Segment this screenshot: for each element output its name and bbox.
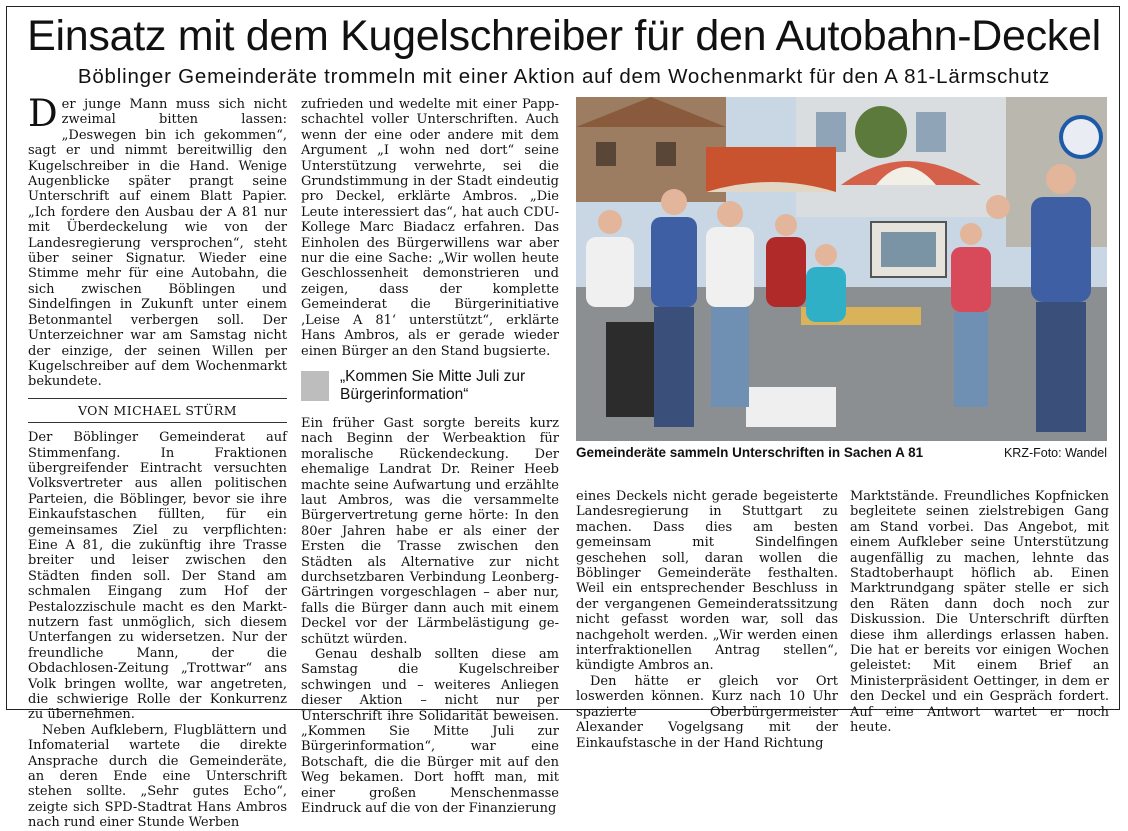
market-scene-image: [576, 97, 1107, 441]
headline: Einsatz mit dem Kugelschreiber für den Autobahn-Deckel: [27, 12, 1101, 60]
photo-credit: KRZ-Foto: Wandel: [1003, 446, 1107, 460]
article-column-4: [850, 489, 1109, 736]
paragraph-4-end: eines Deckels nicht gerade begeisterte Landesregierung in Stuttgart zu machen. Dass dies am besten gemeinsam mit Sindelfingen geschehen soll, daran wollen die Böblinger Gemeinderäte festhalten. Weil ein entsprechender Beschluss in der vergangenen Gemeinderatssitzung nicht gefasst worden war, soll das nachgeholt werden. „Wir werden einen interfraktionellen Antrag stellen“, kündigte Ambros an.: [576, 489, 838, 674]
crosshead-text: „Kommen Sie Mitte Juli zur Bürgerinformation“: [340, 367, 526, 403]
intro-text: er junge Mann muss sich nicht zweimal bitten lassen: „Deswegen bin ich gekommen“, sagt er und nimmt bereitwillig den Kugelschreiber in die Hand. Wenige Augenblicke später prangt seine Unterschrift auf einem Blatt Papier. „Ich fordere den Ausbau der A 81 nur mit Überdeckelung wie von der Landesregierung versprochen“, steht über seiner Signatur. Wieder eine Stimme mehr für eine Autobahn, die sich zwischen Böblingen und Sindelfingen in Zukunft unter einem Betonmantel verbergen soll. Der Unterzeichner war am Samstag nicht der einzige, der seinen Willen per Kugelschreiber auf dem Wochenmarkt bekundete.: [28, 97, 287, 390]
crosshead-marker: [301, 371, 329, 401]
paragraph-5-start: Den hätte er gleich vor Ort loswerden können. Kurz nach 10 Uhr spazierte Oberbürgermeister Alexander Vogelgsang mit der Einkaufstasche in der Hand Richtung: [576, 673, 838, 751]
paragraph-4-start: Genau deshalb sollten diese am Samstag die Kugelschreiber schwingen und – weiteres Anliegen dieser Aktion – nicht nur per Unterschrift ihre Solidarität beweisen. „Kommen Sie Mitte Juli zur Bürgerinformation“, war eine Botschaft, die die Bürger mit auf den Weg bekamen. Dort hofft man, mit einer großen Menschenmasse Eindruck auf die von der Finanzierung: [301, 647, 559, 817]
caption-text: Gemeinderäte sammeln Unterschriften in Sachen A 81: [576, 445, 924, 460]
dropcap: D: [28, 92, 58, 135]
subheadline: Böblinger Gemeinderäte trommeln mit einer Aktion auf dem Wochenmarkt für den A 81-Lärmschutz: [77, 65, 1051, 88]
photo-caption: [576, 445, 1107, 465]
intro-paragraph: [28, 92, 287, 390]
article-column-1: [28, 92, 287, 831]
byline: VON MICHAEL STÜRM: [28, 398, 287, 423]
paragraph-3: Ein früher Gast sorgte bereits kurz nach Beginn der Werbeaktion für moralische Rückendeckung. Der ehemalige Landrat Dr. Reiner Heeb machte seine Aufwartung und erzählte laut Ambros, was die versammelte Bürgervertretung gerne hörte: In den 80er Jahren habe er als einer der Ersten die Trasse zwischen den Städten als Alternative zur nicht durchsetzbaren Verbindung Leonberg-Gärtringen vorgeschlagen – aber nur, falls die Bürger dann auch mit einem Deckel vor der Lärmbelästigung geschützt würden.: [301, 415, 559, 647]
paragraph-5-end: Marktstände. Freundliches Kopfnicken begleitete seinen zielstrebigen Gang am Stand vorbei. Das Angebot, mit einem Aufkleber seine Unterstützung augenfällig zu machen, lehnte das Stadtoberhaupt höflich ab. Einen Marktrundgang später stelle er sich den Räten dann doch noch zur Diskussion. Die Unterschrift dürften diese ihm allerdings erlassen haben. Die hat er bereits vor einigen Wochen geleistet: Mit einem Brief an Ministerpräsident Oettinger, in dem er den Deckel und ein Gespräch fordert. Auf eine Antwort wartet er noch heute.: [850, 489, 1109, 736]
article-photo: [576, 97, 1107, 441]
article-column-2: [301, 97, 559, 816]
paragraph-2-end: zufrieden und wedelte mit einer Pappschachtel voller Unterschriften. Auch wenn der eine oder andere mit dem Argument „I wohn ned dort“ seine Unterstützung verwehrte, sei die Grundstimmung in der Stadt eindeutig pro Deckel, erklärte Ambros. „Die Leute interessiert das“, hat auch CDU-Kollege Marc Biadacz erfahren. Das Einholen des Bürgerwillens war aber nur die eine Sache: „Wir wollen heute Geschlossenheit demonstrieren und zeigen, dass der komplette Gemeinderat die Bürgerinitiative ‚Leise A 81‘ unterstützt“, erklärte Hans Ambros, als er gerade wieder einen Bürger an den Stand bugsierte.: [301, 97, 559, 359]
article-column-3: [576, 489, 838, 751]
paragraph-2-start: Neben Aufklebern, Flugblättern und Infomaterial wartete die direkte Ansprache durch die Gemeinderäte, an deren Ende eine Unterschrift stehen sollte. „Sehr gutes Echo“, zeigte sich SPD-Stadtrat Hans Ambros nach rund einer Stunde Werben: [28, 722, 287, 831]
crosshead: [301, 368, 559, 406]
paragraph-1: Der Böblinger Gemeinderat auf Stimmenfang. In Fraktionen übergreifender Eintracht versuchten Volksvertreter aus allen politischen Parteien, die Böblinger, bevor sie ihre Einkaufstaschen füllten, für ein gemeinsames Ziel zu verpflichten: Eine A 81, die zukünftig ihre Trasse breiter und leiser zwischen den Städten finden soll. Der Stand am schmalen Eingang zum Hof der Pestalozzischule macht es den Marktnutzern fast unmöglich, sich diesem Unterfangen zu widersetzen. Nur der freundliche Mann, der die Obdachlosen-Zeitung „Trottwar“ ans Volk bringen wollte, war angetreten, die schwierige Rolle der Konkurrenz zu übernehmen.: [28, 430, 287, 723]
